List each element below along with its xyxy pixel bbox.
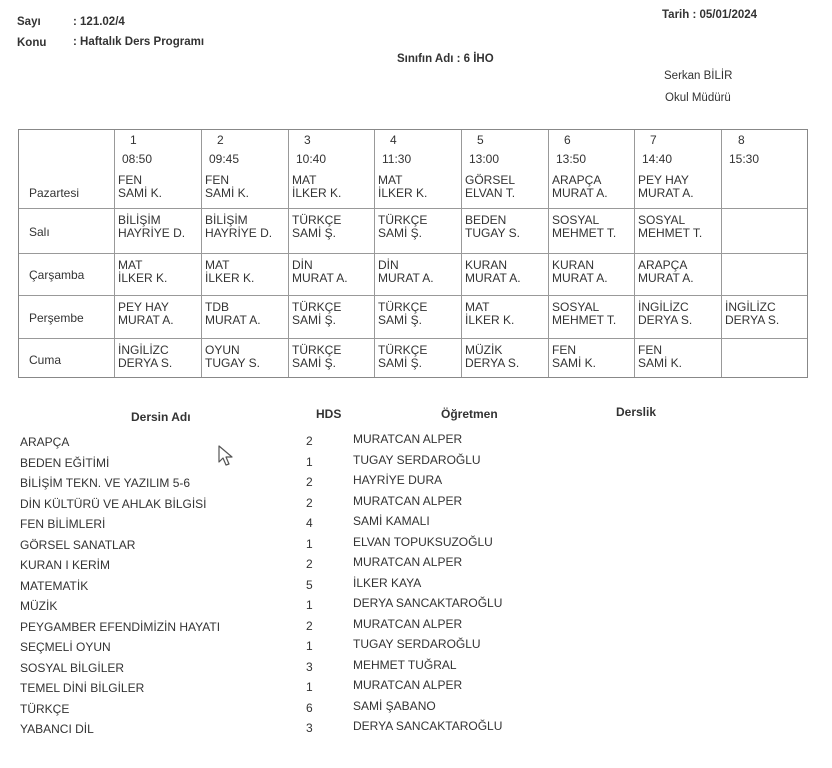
cell-subject: MAT	[465, 300, 490, 314]
cell-teacher: SAMİ K.	[552, 356, 597, 370]
schedule-cell	[465, 344, 519, 370]
cell-teacher: MURAT A.	[205, 313, 261, 327]
cell-subject: FEN	[205, 173, 229, 187]
sayi-value: : 121.02/4	[73, 16, 125, 28]
course-teacher: ELVAN TOPUKSUZOĞLU	[353, 535, 493, 549]
principal-title: Okul Müdürü	[665, 92, 731, 104]
cell-subject: DİN	[292, 258, 313, 272]
schedule-cell	[205, 259, 254, 285]
schedule-cell	[552, 174, 608, 200]
period-number: 5	[477, 133, 484, 147]
cell-subject: TDB	[205, 300, 229, 314]
cell-subject: TÜRKÇE	[292, 343, 342, 357]
day-label: Salı	[29, 225, 50, 239]
schedule-cell	[118, 344, 172, 370]
cell-teacher: MURAT A.	[465, 271, 521, 285]
period-number: 3	[304, 133, 311, 147]
course-name: BİLİŞİM TEKN. VE YAZILIM 5-6	[20, 476, 191, 490]
schedule-cell	[465, 214, 520, 240]
cell-subject: İNGİLİZC	[118, 343, 169, 357]
mouse-pointer-icon	[217, 445, 235, 467]
cell-subject: PEY HAY	[638, 173, 689, 187]
schedule-cell	[378, 174, 427, 200]
row-divider	[19, 295, 807, 296]
course-hours: 1	[306, 537, 313, 551]
sayi-label: Sayı	[17, 16, 41, 28]
course-name: DİN KÜLTÜRÜ VE AHLAK BİLGİSİ	[20, 497, 207, 511]
cell-teacher: SAMİ Ş.	[378, 356, 423, 370]
schedule-cell	[725, 301, 779, 327]
cell-teacher: TUGAY S.	[205, 356, 260, 370]
schedule-cell	[205, 214, 272, 240]
cell-teacher: İLKER K.	[205, 271, 255, 285]
course-teacher: MURATCAN ALPER	[353, 555, 463, 569]
course-header: Dersin Adı	[131, 410, 191, 424]
cell-subject: KURAN	[552, 258, 595, 272]
schedule-cell	[292, 214, 341, 240]
schedule-cell	[118, 259, 167, 285]
konu-value: : Haftalık Ders Programı	[73, 36, 205, 48]
schedule-cell	[118, 174, 162, 200]
cell-teacher: SAMİ K.	[638, 356, 683, 370]
cell-teacher: MURAT A.	[552, 186, 608, 200]
cell-teacher: İLKER K.	[378, 186, 428, 200]
course-teacher: TUGAY SERDAROĞLU	[353, 453, 481, 467]
course-teacher: TUGAY SERDAROĞLU	[353, 637, 481, 651]
schedule-cell	[205, 344, 260, 370]
schedule-cell	[552, 259, 608, 285]
cell-subject: BİLİŞİM	[118, 213, 161, 227]
principal-name: Serkan BİLİR	[664, 70, 733, 82]
cell-teacher: MURAT A.	[378, 271, 434, 285]
cell-subject: FEN	[638, 343, 662, 357]
course-teacher: MURATCAN ALPER	[353, 494, 463, 508]
course-teacher: MEHMET TUĞRAL	[353, 658, 457, 672]
cell-teacher: SAMİ Ş.	[292, 356, 337, 370]
cell-teacher: MURAT A.	[118, 313, 174, 327]
course-name: KURAN I KERİM	[20, 558, 111, 572]
cell-subject: İNGİLİZC	[638, 300, 689, 314]
course-hours: 2	[306, 496, 313, 510]
cell-subject: SOSYAL	[552, 213, 600, 227]
cell-teacher: MURAT A.	[638, 186, 694, 200]
cell-teacher: İLKER K.	[465, 313, 515, 327]
course-name: BEDEN EĞİTİMİ	[20, 456, 110, 470]
schedule-cell	[292, 344, 341, 370]
cell-subject: OYUN	[205, 343, 240, 357]
period-number: 1	[130, 133, 137, 147]
period-number: 6	[564, 133, 571, 147]
course-hours: 6	[306, 701, 313, 715]
schedule-cell	[465, 301, 514, 327]
cell-teacher: DERYA S.	[465, 356, 520, 370]
schedule-cell	[638, 301, 692, 327]
cell-subject: İNGİLİZC	[725, 300, 776, 314]
cell-teacher: MURAT A.	[638, 271, 694, 285]
schedule-cell	[378, 344, 427, 370]
schedule-cell	[552, 301, 616, 327]
schedule-cell	[465, 259, 521, 285]
cell-subject: TÜRKÇE	[378, 213, 428, 227]
cell-subject: MAT	[292, 173, 317, 187]
period-number: 8	[738, 133, 745, 147]
cell-teacher: İLKER K.	[292, 186, 342, 200]
period-time: 11:30	[382, 152, 412, 166]
course-name: ARAPÇA	[20, 435, 70, 449]
course-teacher: MURATCAN ALPER	[353, 617, 463, 631]
day-label: Çarşamba	[29, 268, 85, 282]
cell-teacher: SAMİ K.	[205, 186, 250, 200]
row-divider	[19, 253, 807, 254]
cell-teacher: DERYA S.	[638, 313, 693, 327]
schedule-cell	[292, 174, 341, 200]
cell-subject: GÖRSEL	[465, 173, 516, 187]
period-time: 08:50	[122, 152, 153, 166]
date: Tarih : 05/01/2024	[662, 9, 758, 21]
schedule-cell	[465, 174, 515, 200]
schedule-cell	[378, 259, 434, 285]
period-time: 15:30	[729, 152, 760, 166]
course-name: TÜRKÇE	[20, 702, 70, 716]
course-hours: 1	[306, 598, 313, 612]
course-teacher: MURATCAN ALPER	[353, 678, 463, 692]
cell-teacher: MEHMET T.	[638, 226, 703, 240]
schedule-cell	[638, 214, 702, 240]
schedule-cell	[205, 174, 249, 200]
schedule-cell	[118, 301, 174, 327]
cell-teacher: DERYA S.	[725, 313, 780, 327]
cell-teacher: MURAT A.	[292, 271, 348, 285]
cell-subject: TÜRKÇE	[292, 300, 342, 314]
course-name: GÖRSEL SANATLAR	[20, 538, 136, 552]
cell-subject: TÜRKÇE	[378, 300, 428, 314]
course-hours: 3	[306, 660, 313, 674]
cell-teacher: MEHMET T.	[552, 226, 617, 240]
course-hours: 3	[306, 721, 313, 735]
schedule-cell	[378, 301, 427, 327]
cell-subject: TÜRKÇE	[378, 343, 428, 357]
period-number: 2	[217, 133, 224, 147]
cell-teacher: SAMİ Ş.	[292, 226, 337, 240]
schedule-cell	[378, 214, 427, 240]
cell-subject: MAT	[205, 258, 230, 272]
period-number: 7	[650, 133, 657, 147]
period-number: 4	[390, 133, 397, 147]
cell-teacher: SAMİ Ş.	[378, 226, 423, 240]
course-teacher: İLKER KAYA	[353, 576, 422, 590]
schedule-cell	[552, 214, 616, 240]
course-teacher: DERYA SANCAKTAROĞLU	[353, 719, 503, 733]
cell-subject: FEN	[552, 343, 576, 357]
schedule-table	[18, 129, 808, 378]
course-hours: 2	[306, 434, 313, 448]
course-hours: 2	[306, 475, 313, 489]
course-hours: 5	[306, 578, 313, 592]
schedule-cell	[638, 344, 682, 370]
cell-subject: BEDEN	[465, 213, 507, 227]
cell-teacher: SAMİ Ş.	[378, 313, 423, 327]
course-hours: 2	[306, 557, 313, 571]
period-time: 14:40	[642, 152, 673, 166]
course-hours: 1	[306, 455, 313, 469]
schedule-cell	[552, 344, 596, 370]
cell-teacher: HAYRİYE D.	[205, 226, 273, 240]
course-hours: 1	[306, 680, 313, 694]
schedule-cell	[638, 174, 694, 200]
schedule-cell	[118, 214, 185, 240]
course-name: PEYGAMBER EFENDİMİZİN HAYATI	[20, 620, 221, 634]
hours-header: HDS	[316, 407, 342, 421]
cell-subject: MAT	[378, 173, 403, 187]
cell-teacher: TUGAY S.	[465, 226, 520, 240]
cell-teacher: İLKER K.	[118, 271, 168, 285]
course-hours: 2	[306, 619, 313, 633]
cell-teacher: DERYA S.	[118, 356, 173, 370]
course-hours: 4	[306, 516, 313, 530]
course-teacher: DERYA SANCAKTAROĞLU	[353, 596, 503, 610]
cell-subject: MAT	[118, 258, 143, 272]
schedule-cell	[292, 301, 341, 327]
course-name: MÜZİK	[20, 599, 58, 613]
course-teacher: HAYRİYE DURA	[353, 473, 443, 487]
row-divider	[19, 208, 807, 209]
course-name: MATEMATİK	[20, 579, 89, 593]
course-hours: 1	[306, 639, 313, 653]
class-name: Sınıfın Adı : 6 İHO	[397, 53, 494, 65]
cell-subject: ARAPÇA	[552, 173, 602, 187]
cell-subject: SOSYAL	[552, 300, 600, 314]
cell-subject: DİN	[378, 258, 399, 272]
course-name: SOSYAL BİLGİLER	[20, 661, 125, 675]
period-time: 09:45	[209, 152, 240, 166]
cell-teacher: MURAT A.	[552, 271, 608, 285]
course-name: TEMEL DİNİ BİLGİLER	[20, 681, 145, 695]
day-label: Cuma	[29, 353, 62, 367]
cell-teacher: MEHMET T.	[552, 313, 617, 327]
cell-teacher: SAMİ K.	[118, 186, 163, 200]
row-divider	[19, 338, 807, 339]
course-teacher: MURATCAN ALPER	[353, 432, 463, 446]
konu-label: Konu	[17, 37, 47, 49]
cell-subject: MÜZİK	[465, 343, 503, 357]
course-name: YABANCI DİL	[20, 722, 94, 736]
cell-teacher: ELVAN T.	[465, 186, 516, 200]
course-name: FEN BİLİMLERİ	[20, 517, 106, 531]
period-time: 10:40	[296, 152, 327, 166]
cell-subject: BİLİŞİM	[205, 213, 248, 227]
schedule-cell	[205, 301, 261, 327]
schedule-cell	[292, 259, 348, 285]
course-name: SEÇMELİ OYUN	[20, 640, 111, 654]
room-header: Derslik	[616, 405, 657, 419]
cell-teacher: HAYRİYE D.	[118, 226, 186, 240]
cell-subject: PEY HAY	[118, 300, 169, 314]
day-label: Pazartesi	[29, 186, 80, 200]
day-label: Perşembe	[29, 311, 84, 325]
schedule-cell	[638, 259, 694, 285]
course-teacher: SAMİ KAMALI	[353, 514, 430, 528]
cell-subject: FEN	[118, 173, 142, 187]
period-time: 13:00	[469, 152, 500, 166]
cell-subject: TÜRKÇE	[292, 213, 342, 227]
period-time: 13:50	[556, 152, 587, 166]
cell-subject: SOSYAL	[638, 213, 686, 227]
course-teacher: SAMİ ŞABANO	[353, 699, 436, 713]
cell-teacher: SAMİ Ş.	[292, 313, 337, 327]
cell-subject: ARAPÇA	[638, 258, 688, 272]
cell-subject: KURAN	[465, 258, 508, 272]
teacher-header: Öğretmen	[441, 407, 498, 421]
